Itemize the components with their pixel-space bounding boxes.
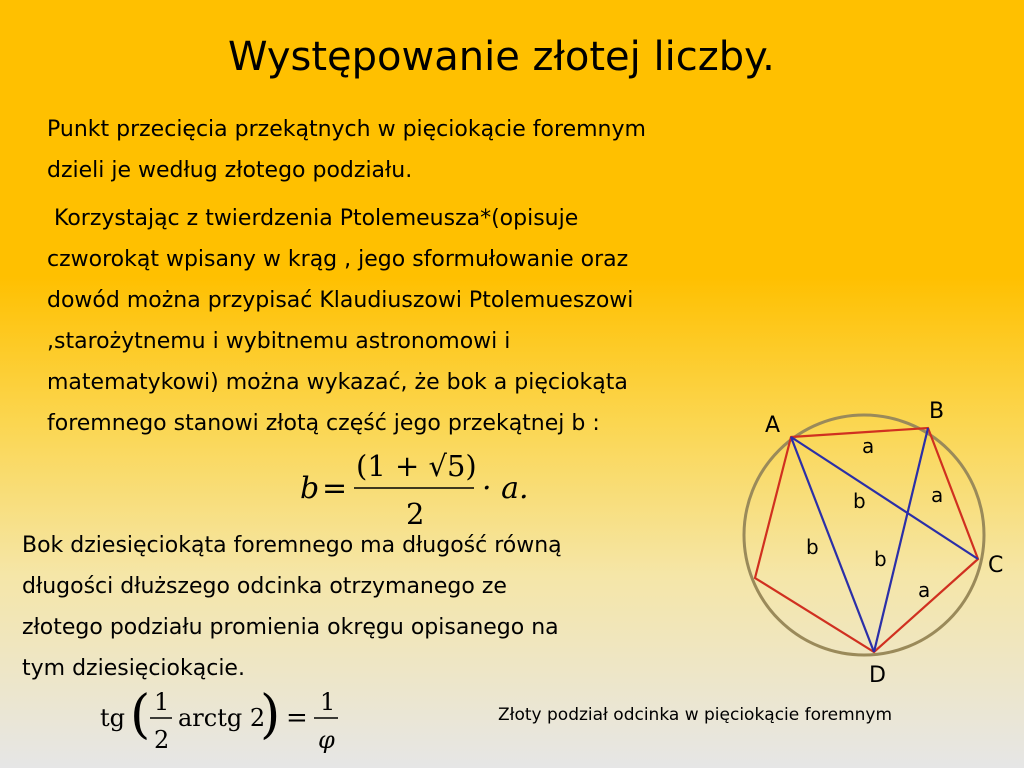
diagonal-label-ac: b [853, 489, 866, 513]
diagonal-label-ad: b [806, 535, 819, 559]
side-label-ab: a [862, 434, 875, 458]
formula-equals: = [322, 471, 348, 506]
text-line: Punkt przecięcia przekątnych w pięciokącie foremnym [47, 117, 646, 142]
formula-equals: = [286, 703, 308, 733]
text-line: Korzystając z twierdzenia Ptolemeusza*(opisuje [47, 206, 579, 231]
vertex-label-c: C [988, 553, 1004, 578]
formula-denominator: 2 [406, 497, 425, 531]
text-line: czworokąt wpisany w krąg , jego sformułowanie oraz [47, 247, 629, 272]
diagonal-bd [874, 428, 931, 652]
text-line: dzieli je według złotego podziału. [47, 158, 413, 183]
vertex-label-d: D [869, 663, 886, 688]
figure-caption: Złoty podział odcinka w pięciokącie foremnym [498, 705, 893, 725]
inner-func: arctg 2 [178, 704, 266, 732]
text-line: długości dłuższego odcinka otrzymanego ze [22, 574, 507, 599]
slide-title: Występowanie złotej liczby. [228, 34, 775, 80]
inner-numerator: 1 [154, 688, 170, 716]
formula-lhs: b [300, 471, 320, 506]
golden-ratio-formula [296, 442, 536, 532]
rhs-numerator: 1 [320, 688, 336, 716]
text-line: matematykowi) można wykazać, że bok a pięciokąta [47, 370, 628, 395]
pentagon-outline [755, 428, 978, 652]
side-label-bc: a [931, 483, 944, 507]
vertex-label-a: A [765, 413, 781, 438]
text-line: foremnego stanowi złotą część jego przekątnej b : [47, 411, 600, 436]
text-line: Bok dziesięciokąta foremnego ma długość równą [22, 533, 562, 558]
vertex-label-b: B [929, 399, 945, 424]
rhs-denominator: φ [318, 726, 335, 754]
inner-denominator: 2 [154, 726, 170, 754]
decagon-paragraph [22, 525, 562, 689]
formula-func: tg [100, 704, 126, 732]
formula-rhs: · a. [482, 471, 529, 506]
paren-left: ( [130, 685, 151, 745]
text-line: ,starożytnemu i wybitnemu astronomowi i [47, 329, 511, 354]
text-line: złotego podziału promienia okręgu opisanego na [22, 615, 559, 640]
ptolemy-paragraph [47, 198, 633, 444]
text-line: dowód można przypisać Klaudiuszowi Ptolemueszowi [47, 288, 634, 313]
intro-paragraph [47, 109, 646, 191]
text-line: tym dziesięciokącie. [22, 656, 245, 681]
side-label-cd: a [918, 578, 931, 602]
diagonal-label-bd: b [874, 547, 887, 571]
diagonal-ad [791, 437, 874, 652]
decagon-formula [100, 682, 350, 762]
diagonal-ac [791, 437, 978, 559]
paren-right: ) [260, 685, 281, 745]
formula-numerator: (1 + √5) [356, 449, 477, 483]
pentagon-diagram [735, 388, 1020, 693]
